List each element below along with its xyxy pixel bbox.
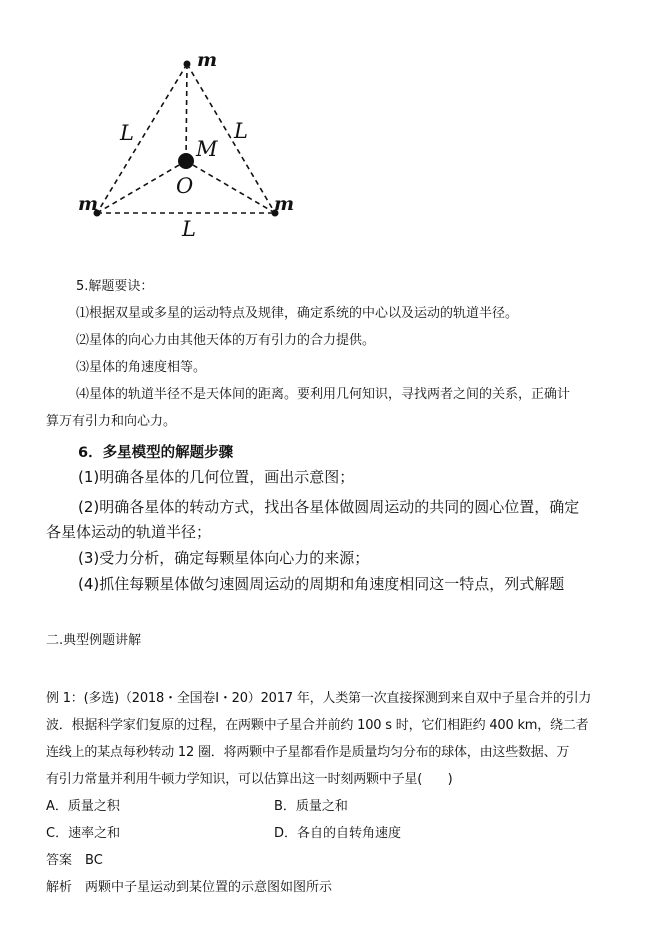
radius-top [186, 64, 187, 161]
section6-item-4: (4)抓住每颗星体做匀速圆周运动的周期和角速度相同这一特点，列式解题 [78, 575, 565, 593]
answer-line: 答案 BC [46, 853, 103, 868]
side-right-label: L [234, 119, 248, 143]
section5-item-4-cont: 算万有引力和向心力。 [46, 414, 177, 429]
section5-item-2: ⑵星体的向心力由其他天体的万有引力的合力提供。 [76, 333, 376, 348]
option-a: A．质量之积 [46, 799, 120, 814]
three-star-diagram [0, 0, 665, 250]
top-mass-label: m [197, 49, 218, 71]
center-mass-dot [178, 153, 194, 169]
left-mass-label: m [78, 193, 99, 215]
analysis-line: 解析 两颗中子星运动到某位置的示意图如图所示 [46, 880, 333, 895]
radius-right [186, 161, 275, 213]
section6-item-3: (3)受力分析，确定每颗星体向心力的来源； [78, 549, 370, 567]
section6-title: 6．多星模型的解题步骤 [78, 445, 234, 461]
example1-line-2: 波．根据科学家们复原的过程，在两颗中子星合并前约 100 s 时，它们相距约 400 km，绕二者 [46, 718, 589, 733]
option-b: B．质量之和 [274, 799, 348, 814]
section5-item-3: ⑶星体的角速度相等。 [76, 360, 207, 375]
center-mass-label: M [196, 137, 218, 161]
top-star-dot [184, 61, 191, 68]
side-bottom-label: L [182, 217, 196, 241]
section6-item-2-cont: 各星体运动的轨道半径； [46, 523, 212, 541]
radius-left [97, 161, 186, 213]
section5-title: 5.解题要诀： [76, 279, 154, 294]
side-left-label: L [120, 121, 134, 145]
typical-examples-title: 二.典型例题讲解 [46, 633, 142, 648]
option-c: C．速率之和 [46, 826, 121, 841]
right-mass-label: m [274, 193, 295, 215]
example1-line-4: 有引力常量并利用牛顿力学知识，可以估算出这一时刻两颗中子星( ) [46, 772, 453, 787]
example1-line-1: 例 1：(多选)（2018・全国卷Ⅰ・20）2017 年，人类第一次直接探测到来自双中子星合并的引力 [46, 691, 592, 706]
section5-item-1: ⑴根据双星或多星的运动特点及规律，确定系统的中心以及运动的轨道半径。 [76, 306, 519, 321]
section6-item-1: (1)明确各星体的几何位置，画出示意图； [78, 468, 355, 486]
option-d: D．各自的自转角速度 [274, 826, 402, 841]
section6-item-2: (2)明确各星体的转动方式，找出各星体做圆周运动的共同的圆心位置，确定 [78, 498, 580, 516]
section5-item-4: ⑷星体的轨道半径不是天体间的距离。要利用几何知识，寻找两者之间的关系，正确计 [76, 387, 571, 402]
example1-line-3: 连线上的某点每秒转动 12 圈．将两颗中子星都看作是质量均匀分布的球体，由这些数据、万 [46, 745, 570, 760]
center-point-label: O [176, 174, 194, 198]
triangle-side-left [97, 64, 187, 213]
